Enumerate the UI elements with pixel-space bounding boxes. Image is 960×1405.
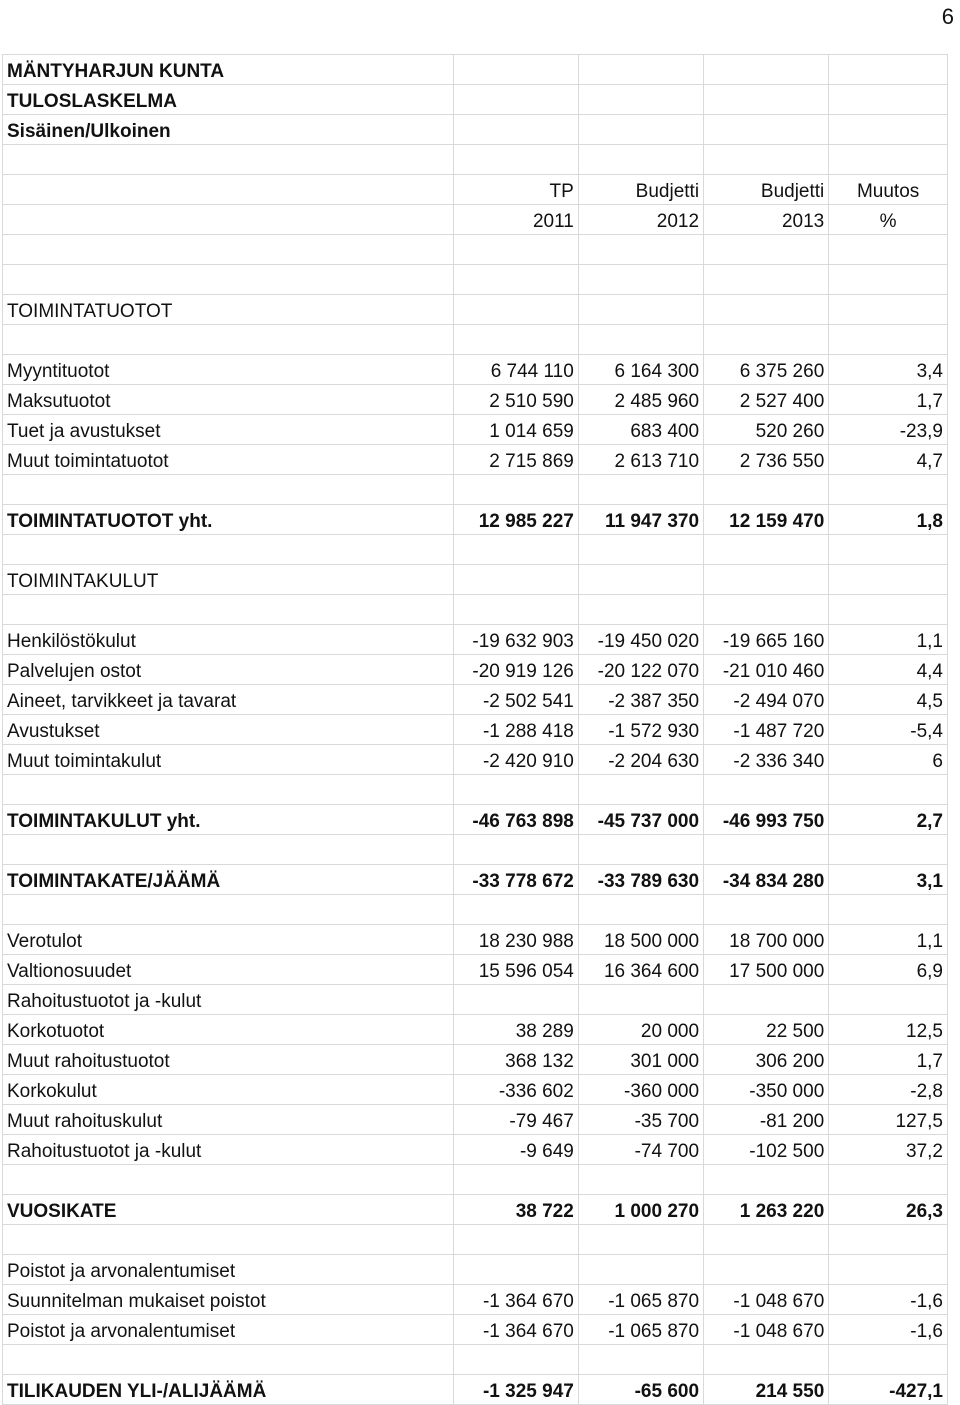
- value-2012: 2 613 710: [578, 445, 703, 475]
- row-label: Verotulot: [3, 925, 454, 955]
- empty-cell: [578, 1225, 703, 1255]
- empty-cell: [829, 295, 948, 325]
- empty-cell: [578, 265, 703, 295]
- value-2013: -46 993 750: [704, 805, 829, 835]
- change-percent: 1,7: [829, 1045, 948, 1075]
- value-2013: 18 700 000: [704, 925, 829, 955]
- row-label: Aineet, tarvikkeet ja tavarat: [3, 685, 454, 715]
- empty-cell: [578, 115, 703, 145]
- value-2011: -20 919 126: [453, 655, 578, 685]
- value-2011: -1 325 947: [453, 1375, 578, 1405]
- change-percent: 4,5: [829, 685, 948, 715]
- value-2013: 306 200: [704, 1045, 829, 1075]
- value-2011: -1 364 670: [453, 1285, 578, 1315]
- empty-cell: [578, 295, 703, 325]
- change-percent: 1,7: [829, 385, 948, 415]
- empty-cell: [578, 895, 703, 925]
- value-2012: -35 700: [578, 1105, 703, 1135]
- value-2012: -20 122 070: [578, 655, 703, 685]
- empty-cell: [829, 1165, 948, 1195]
- value-2011: -2 420 910: [453, 745, 578, 775]
- row-label: Korkotuotot: [3, 1015, 454, 1045]
- empty-cell: [704, 985, 829, 1015]
- empty-cell: [578, 85, 703, 115]
- value-2011: -46 763 898: [453, 805, 578, 835]
- value-2013: -34 834 280: [704, 865, 829, 895]
- empty-row: [3, 265, 948, 295]
- empty-cell: [3, 265, 454, 295]
- empty-row: [3, 325, 948, 355]
- table-row: [3, 1135, 948, 1165]
- column-header: Budjetti: [704, 175, 829, 205]
- value-2011: 2 715 869: [453, 445, 578, 475]
- empty-cell: [829, 1345, 948, 1375]
- empty-cell: [578, 535, 703, 565]
- empty-cell: [453, 835, 578, 865]
- empty-cell: [453, 1255, 578, 1285]
- change-percent: -1,6: [829, 1285, 948, 1315]
- value-2012: -1 065 870: [578, 1315, 703, 1345]
- row-label: Valtionosuudet: [3, 955, 454, 985]
- section-heading: [3, 295, 948, 325]
- value-2011: 38 722: [453, 1195, 578, 1225]
- change-percent: -23,9: [829, 415, 948, 445]
- value-2012: -1 572 930: [578, 715, 703, 745]
- empty-cell: [829, 235, 948, 265]
- column-header: 2013: [704, 205, 829, 235]
- empty-cell: [578, 835, 703, 865]
- empty-cell: [704, 1225, 829, 1255]
- empty-cell: [704, 475, 829, 505]
- table-row: [3, 1285, 948, 1315]
- column-header: Budjetti: [578, 175, 703, 205]
- table-row: [3, 655, 948, 685]
- empty-cell: [578, 145, 703, 175]
- table-row: [3, 1075, 948, 1105]
- empty-cell: [3, 205, 454, 235]
- row-label: Tuet ja avustukset: [3, 415, 454, 445]
- row-label: TOIMINTAKULUT: [3, 565, 454, 595]
- value-2013: 520 260: [704, 415, 829, 445]
- change-percent: 4,4: [829, 655, 948, 685]
- value-2012: -45 737 000: [578, 805, 703, 835]
- empty-row: [3, 775, 948, 805]
- value-2012: 6 164 300: [578, 355, 703, 385]
- value-2013: -81 200: [704, 1105, 829, 1135]
- change-percent: 37,2: [829, 1135, 948, 1165]
- row-label: VUOSIKATE: [3, 1195, 454, 1225]
- row-label: Poistot ja arvonalentumiset: [3, 1315, 454, 1345]
- empty-cell: [704, 835, 829, 865]
- column-header-row: [3, 175, 948, 205]
- empty-cell: [578, 1345, 703, 1375]
- empty-cell: [3, 325, 454, 355]
- empty-cell: [829, 835, 948, 865]
- value-2011: -33 778 672: [453, 865, 578, 895]
- change-percent: 6: [829, 745, 948, 775]
- table-row: [3, 505, 948, 535]
- table-row: [3, 1105, 948, 1135]
- empty-cell: [453, 235, 578, 265]
- row-label: Avustukset: [3, 715, 454, 745]
- empty-cell: [578, 1255, 703, 1285]
- change-percent: 26,3: [829, 1195, 948, 1225]
- column-header: %: [829, 205, 948, 235]
- change-percent: 12,5: [829, 1015, 948, 1045]
- empty-cell: [829, 595, 948, 625]
- value-2011: 6 744 110: [453, 355, 578, 385]
- empty-cell: [453, 535, 578, 565]
- value-2013: 2 736 550: [704, 445, 829, 475]
- empty-cell: [704, 265, 829, 295]
- empty-cell: [578, 55, 703, 85]
- empty-cell: [453, 295, 578, 325]
- table-row: [3, 925, 948, 955]
- table-row: [3, 745, 948, 775]
- value-2012: -74 700: [578, 1135, 703, 1165]
- change-percent: 3,4: [829, 355, 948, 385]
- column-header-row: [3, 205, 948, 235]
- empty-cell: [453, 325, 578, 355]
- empty-cell: [453, 595, 578, 625]
- table-row: [3, 865, 948, 895]
- value-2012: -360 000: [578, 1075, 703, 1105]
- empty-cell: [704, 775, 829, 805]
- empty-cell: [829, 985, 948, 1015]
- value-2012: -2 204 630: [578, 745, 703, 775]
- value-2011: 38 289: [453, 1015, 578, 1045]
- value-2012: 1 000 270: [578, 1195, 703, 1225]
- empty-cell: [578, 235, 703, 265]
- value-2012: 11 947 370: [578, 505, 703, 535]
- empty-row: [3, 835, 948, 865]
- empty-cell: [453, 1165, 578, 1195]
- value-2012: 20 000: [578, 1015, 703, 1045]
- row-label: TOIMINTAKATE/JÄÄMÄ: [3, 865, 454, 895]
- empty-cell: [3, 1165, 454, 1195]
- empty-cell: [3, 535, 454, 565]
- empty-cell: [704, 295, 829, 325]
- empty-cell: [453, 985, 578, 1015]
- row-label: TOIMINTATUOTOT: [3, 295, 454, 325]
- change-percent: 6,9: [829, 955, 948, 985]
- change-percent: 2,7: [829, 805, 948, 835]
- table-row: [3, 715, 948, 745]
- value-2011: -19 632 903: [453, 625, 578, 655]
- empty-cell: [3, 895, 454, 925]
- empty-cell: [578, 985, 703, 1015]
- empty-cell: [829, 565, 948, 595]
- table-row: [3, 385, 948, 415]
- column-header: Muutos: [829, 175, 948, 205]
- row-label: Suunnitelman mukaiset poistot: [3, 1285, 454, 1315]
- section-heading: [3, 565, 948, 595]
- value-2011: 1 014 659: [453, 415, 578, 445]
- row-label: TOIMINTAKULUT yht.: [3, 805, 454, 835]
- table-row: [3, 805, 948, 835]
- row-label: Muut toimintatuotot: [3, 445, 454, 475]
- change-percent: 1,8: [829, 505, 948, 535]
- empty-cell: [829, 325, 948, 355]
- title-row: [3, 55, 948, 85]
- value-2012: 18 500 000: [578, 925, 703, 955]
- empty-cell: [453, 565, 578, 595]
- value-2012: -19 450 020: [578, 625, 703, 655]
- change-percent: 1,1: [829, 925, 948, 955]
- empty-cell: [704, 115, 829, 145]
- row-label: Muut rahoitustuotot: [3, 1045, 454, 1075]
- value-2012: -2 387 350: [578, 685, 703, 715]
- empty-cell: [3, 475, 454, 505]
- empty-row: [3, 145, 948, 175]
- row-label: MÄNTYHARJUN KUNTA: [3, 55, 454, 85]
- empty-cell: [3, 175, 454, 205]
- empty-cell: [829, 535, 948, 565]
- empty-cell: [3, 1225, 454, 1255]
- value-2013: -350 000: [704, 1075, 829, 1105]
- empty-cell: [829, 475, 948, 505]
- row-label: Myyntituotot: [3, 355, 454, 385]
- change-percent: -427,1: [829, 1375, 948, 1405]
- change-percent: 1,1: [829, 625, 948, 655]
- empty-cell: [3, 145, 454, 175]
- empty-row: [3, 535, 948, 565]
- row-label: TOIMINTATUOTOT yht.: [3, 505, 454, 535]
- empty-cell: [704, 235, 829, 265]
- empty-cell: [704, 595, 829, 625]
- value-2011: 368 132: [453, 1045, 578, 1075]
- value-2011: 15 596 054: [453, 955, 578, 985]
- value-2013: -21 010 460: [704, 655, 829, 685]
- change-percent: 3,1: [829, 865, 948, 895]
- value-2011: -1 288 418: [453, 715, 578, 745]
- value-2012: 2 485 960: [578, 385, 703, 415]
- row-label: Maksutuotot: [3, 385, 454, 415]
- empty-row: [3, 235, 948, 265]
- value-2013: -1 048 670: [704, 1315, 829, 1345]
- empty-cell: [453, 55, 578, 85]
- empty-cell: [704, 535, 829, 565]
- table-row: [3, 1315, 948, 1345]
- empty-cell: [829, 775, 948, 805]
- empty-cell: [578, 775, 703, 805]
- empty-cell: [453, 775, 578, 805]
- empty-cell: [453, 475, 578, 505]
- value-2013: -19 665 160: [704, 625, 829, 655]
- empty-row: [3, 1345, 948, 1375]
- empty-cell: [453, 895, 578, 925]
- empty-cell: [704, 565, 829, 595]
- empty-cell: [829, 145, 948, 175]
- empty-cell: [453, 1345, 578, 1375]
- page-number: 6: [941, 4, 954, 29]
- row-label: TULOSLASKELMA: [3, 85, 454, 115]
- change-percent: -5,4: [829, 715, 948, 745]
- empty-cell: [453, 265, 578, 295]
- table-row: [3, 1045, 948, 1075]
- value-2012: 301 000: [578, 1045, 703, 1075]
- row-label: Korkokulut: [3, 1075, 454, 1105]
- title-row: [3, 85, 948, 115]
- row-label: Rahoitustuotot ja -kulut: [3, 985, 454, 1015]
- empty-cell: [578, 475, 703, 505]
- value-2013: -2 494 070: [704, 685, 829, 715]
- row-label: Muut toimintakulut: [3, 745, 454, 775]
- value-2011: 2 510 590: [453, 385, 578, 415]
- row-label: Poistot ja arvonalentumiset: [3, 1255, 454, 1285]
- empty-row: [3, 1225, 948, 1255]
- empty-row: [3, 895, 948, 925]
- empty-cell: [704, 1165, 829, 1195]
- value-2013: 2 527 400: [704, 385, 829, 415]
- empty-cell: [829, 115, 948, 145]
- empty-cell: [829, 85, 948, 115]
- value-2013: 6 375 260: [704, 355, 829, 385]
- empty-cell: [578, 595, 703, 625]
- value-2013: 214 550: [704, 1375, 829, 1405]
- value-2013: 17 500 000: [704, 955, 829, 985]
- column-header: TP: [453, 175, 578, 205]
- table-row: [3, 415, 948, 445]
- change-percent: 127,5: [829, 1105, 948, 1135]
- column-header: 2012: [578, 205, 703, 235]
- empty-row: [3, 475, 948, 505]
- table-row: [3, 685, 948, 715]
- change-percent: 4,7: [829, 445, 948, 475]
- row-label: Muut rahoituskulut: [3, 1105, 454, 1135]
- value-2013: 12 159 470: [704, 505, 829, 535]
- value-2012: -65 600: [578, 1375, 703, 1405]
- empty-cell: [829, 1225, 948, 1255]
- empty-cell: [453, 85, 578, 115]
- value-2012: 16 364 600: [578, 955, 703, 985]
- value-2013: 22 500: [704, 1015, 829, 1045]
- value-2011: -1 364 670: [453, 1315, 578, 1345]
- row-label: Palvelujen ostot: [3, 655, 454, 685]
- empty-cell: [829, 1255, 948, 1285]
- table-row: [3, 355, 948, 385]
- empty-cell: [3, 595, 454, 625]
- income-statement-table: [2, 54, 948, 1405]
- empty-cell: [453, 115, 578, 145]
- empty-cell: [578, 1165, 703, 1195]
- table-row: [3, 445, 948, 475]
- empty-cell: [3, 835, 454, 865]
- empty-cell: [704, 1345, 829, 1375]
- section-heading: [3, 985, 948, 1015]
- value-2011: -9 649: [453, 1135, 578, 1165]
- value-2011: 12 985 227: [453, 505, 578, 535]
- table-row: [3, 1015, 948, 1045]
- table-row: [3, 955, 948, 985]
- empty-cell: [704, 55, 829, 85]
- row-label: Rahoitustuotot ja -kulut: [3, 1135, 454, 1165]
- column-header: 2011: [453, 205, 578, 235]
- empty-cell: [704, 1255, 829, 1285]
- value-2012: -33 789 630: [578, 865, 703, 895]
- empty-row: [3, 1165, 948, 1195]
- empty-cell: [3, 1345, 454, 1375]
- empty-cell: [704, 325, 829, 355]
- value-2011: 18 230 988: [453, 925, 578, 955]
- empty-cell: [3, 235, 454, 265]
- empty-cell: [829, 895, 948, 925]
- empty-row: [3, 595, 948, 625]
- value-2013: 1 263 220: [704, 1195, 829, 1225]
- empty-cell: [578, 325, 703, 355]
- value-2011: -336 602: [453, 1075, 578, 1105]
- value-2011: -79 467: [453, 1105, 578, 1135]
- change-percent: -1,6: [829, 1315, 948, 1345]
- table-row: [3, 1195, 948, 1225]
- empty-cell: [578, 565, 703, 595]
- value-2012: -1 065 870: [578, 1285, 703, 1315]
- empty-cell: [704, 145, 829, 175]
- value-2013: -1 048 670: [704, 1285, 829, 1315]
- section-heading: [3, 1255, 948, 1285]
- row-label: TILIKAUDEN YLI-/ALIJÄÄMÄ: [3, 1375, 454, 1405]
- value-2013: -2 336 340: [704, 745, 829, 775]
- empty-cell: [453, 145, 578, 175]
- value-2013: -102 500: [704, 1135, 829, 1165]
- table-row: [3, 625, 948, 655]
- row-label: Henkilöstökulut: [3, 625, 454, 655]
- empty-cell: [704, 895, 829, 925]
- title-row: [3, 115, 948, 145]
- empty-cell: [829, 55, 948, 85]
- empty-cell: [453, 1225, 578, 1255]
- row-label: Sisäinen/Ulkoinen: [3, 115, 454, 145]
- empty-cell: [3, 775, 454, 805]
- value-2012: 683 400: [578, 415, 703, 445]
- table-row: [3, 1375, 948, 1405]
- value-2011: -2 502 541: [453, 685, 578, 715]
- change-percent: -2,8: [829, 1075, 948, 1105]
- value-2013: -1 487 720: [704, 715, 829, 745]
- empty-cell: [704, 85, 829, 115]
- empty-cell: [829, 265, 948, 295]
